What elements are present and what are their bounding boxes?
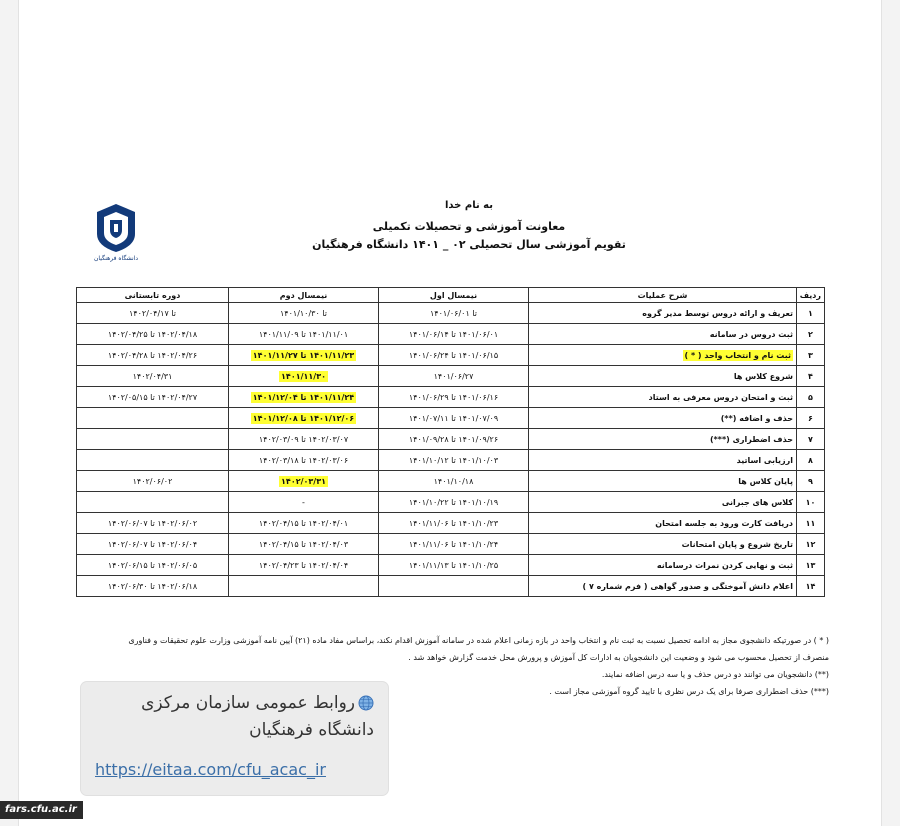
- sem2-date: [229, 387, 379, 408]
- sem2-date: ۱۴۰۲/۰۴/۰۳ تا ۱۴۰۲/۰۴/۱۵: [229, 534, 379, 555]
- table-header-row: [77, 288, 825, 303]
- summer-date: ۱۴۰۲/۰۶/۱۸ تا ۱۴۰۲/۰۶/۳۰: [77, 576, 229, 597]
- footnote-3: (***) حذف اضطراری صرفا برای یک درس نظری با تایید گروه آموزشی مجاز است .: [549, 687, 829, 696]
- row-number: ۳: [797, 345, 825, 366]
- summer-date: تا ۱۴۰۲/۰۴/۱۷: [77, 303, 229, 324]
- row-description: شروع کلاس ها: [529, 366, 797, 387]
- footnote-1: ( * ) در صورتیکه دانشجوی مجاز به ادامه تحصیل نسبت به ثبت نام و انتخاب واحد در بازه زمانی اعلام شده در سامانه آموزش اقدام نکند، براساس مفاد ماده (۲۱) آیین نامه آموزشی وزارت علوم تحقیقات و فناوری: [128, 636, 829, 645]
- table-row: [77, 576, 825, 597]
- table-row: [77, 534, 825, 555]
- sem2-date: [229, 471, 379, 492]
- row-number: ۱: [797, 303, 825, 324]
- row-description: حذف اضطراری (***): [529, 429, 797, 450]
- eitaa-channel-link[interactable]: https://eitaa.com/cfu_acac_ir: [95, 760, 326, 779]
- sem1-date: ۱۴۰۱/۱۰/۲۳ تا ۱۴۰۱/۱۱/۰۶: [379, 513, 529, 534]
- summer-date: [77, 492, 229, 513]
- sem2-date: ۱۴۰۲/۰۳/۰۷ تا ۱۴۰۲/۰۳/۰۹: [229, 429, 379, 450]
- table-row: [77, 450, 825, 471]
- summer-date: ۱۴۰۲/۰۴/۲۶ تا ۱۴۰۲/۰۴/۲۸: [77, 345, 229, 366]
- sem2-date: ۱۴۰۱/۱۱/۰۱ تا ۱۴۰۱/۱۱/۰۹: [229, 324, 379, 345]
- globe-icon: [358, 695, 374, 711]
- table-row: [77, 387, 825, 408]
- row-description: ثبت دروس در سامانه: [529, 324, 797, 345]
- table-row: [77, 324, 825, 345]
- row-number: ۱۱: [797, 513, 825, 534]
- sem2-date: [229, 345, 379, 366]
- summer-date: [77, 429, 229, 450]
- sem2-date: [229, 366, 379, 387]
- row-description: اعلام دانش آموختگی و صدور گواهی ( فرم شماره ۷ ): [529, 576, 797, 597]
- row-description: تعریف و ارائه دروس توسط مدیر گروه: [529, 303, 797, 324]
- summer-date: [77, 450, 229, 471]
- sem2-date: ۱۴۰۲/۰۳/۰۶ تا ۱۴۰۲/۰۳/۱۸: [229, 450, 379, 471]
- logo-caption: دانشگاه فرهنگیان: [93, 255, 139, 262]
- sem1-date: [379, 576, 529, 597]
- row-description: پایان کلاس ها: [529, 471, 797, 492]
- table-row: [77, 471, 825, 492]
- row-number: ۲: [797, 324, 825, 345]
- table-row: [77, 345, 825, 366]
- sem2-date: ۱۴۰۲/۰۴/۰۱ تا ۱۴۰۲/۰۴/۱۵: [229, 513, 379, 534]
- row-description: تاریخ شروع و پایان امتحانات: [529, 534, 797, 555]
- table-row: [77, 492, 825, 513]
- summer-date: ۱۴۰۲/۰۶/۰۲: [77, 471, 229, 492]
- department-title: معاونت آموزشی و تحصیلات تکمیلی: [372, 220, 566, 233]
- sem1-date: ۱۴۰۱/۱۰/۲۵ تا ۱۴۰۱/۱۱/۱۳: [379, 555, 529, 576]
- row-number: ۹: [797, 471, 825, 492]
- summer-date: ۱۴۰۲/۰۴/۳۱: [77, 366, 229, 387]
- summer-date: ۱۴۰۲/۰۴/۲۷ تا ۱۴۰۲/۰۵/۱۵: [77, 387, 229, 408]
- highlighted-date: ۱۴۰۱/۱۲/۰۶ تا ۱۴۰۱/۱۲/۰۸: [252, 413, 355, 423]
- row-description: دریافت کارت ورود به جلسه امتحان: [529, 513, 797, 534]
- highlighted-date: ۱۴۰۱/۱۱/۲۴ تا ۱۴۰۱/۱۲/۰۴: [252, 392, 355, 402]
- message-text: روابط عمومی سازمان مرکزی دانشگاه فرهنگیان: [141, 693, 374, 740]
- site-watermark: fars.cfu.ac.ir: [0, 801, 83, 819]
- row-number: ۷: [797, 429, 825, 450]
- row-description: ثبت و امتحان دروس معرفی به استاد: [529, 387, 797, 408]
- footnote-2: (**) دانشجویان می توانند دو درس حذف و یا سه درس اضافه نمایند.: [601, 670, 829, 679]
- academic-calendar-table: [76, 287, 825, 597]
- table-row: [77, 555, 825, 576]
- summer-date: ۱۴۰۲/۰۶/۰۴ تا ۱۴۰۲/۰۶/۰۷: [77, 534, 229, 555]
- row-number: ۱۲: [797, 534, 825, 555]
- sem1-date: ۱۴۰۱/۰۶/۱۶ تا ۱۴۰۱/۰۶/۲۹: [379, 387, 529, 408]
- header-summer: دوره تابستانی: [77, 288, 229, 303]
- row-number: ۸: [797, 450, 825, 471]
- sem1-date: ۱۴۰۱/۱۰/۰۳ تا ۱۴۰۱/۱۰/۱۲: [379, 450, 529, 471]
- row-description: ثبت و نهایی کردن نمرات درسامانه: [529, 555, 797, 576]
- summer-date: ۱۴۰۲/۰۴/۱۸ تا ۱۴۰۲/۰۴/۲۵: [77, 324, 229, 345]
- row-number: ۱۴: [797, 576, 825, 597]
- bismillah-line: به نام خدا: [444, 200, 494, 211]
- header-sem1: نیمسال اول: [379, 288, 529, 303]
- row-description: کلاس های جبرانی: [529, 492, 797, 513]
- table-row: [77, 408, 825, 429]
- row-description: ارزیابی اساتید: [529, 450, 797, 471]
- sem1-date: ۱۴۰۱/۱۰/۱۸: [379, 471, 529, 492]
- row-number: ۵: [797, 387, 825, 408]
- table-row: [77, 513, 825, 534]
- summer-date: [77, 408, 229, 429]
- row-number: ۱۰: [797, 492, 825, 513]
- sem2-date: [229, 408, 379, 429]
- row-description: حذف و اضافه (**): [529, 408, 797, 429]
- highlighted-text: ثبت نام و انتخاب واحد ( * ): [684, 350, 791, 360]
- university-logo-icon: [85, 200, 147, 262]
- sem1-date: ۱۴۰۱/۰۶/۰۱ تا ۱۴۰۱/۰۶/۱۴: [379, 324, 529, 345]
- footnote-1-cont: منصرف از تحصیل محسوب می شود و وضعیت این دانشجویان به ادارات کل آموزش و پرورش محل خدمت گزارش خواهد شد .: [408, 653, 829, 662]
- sem1-date: ۱۴۰۱/۱۰/۱۹ تا ۱۴۰۱/۱۰/۲۲: [379, 492, 529, 513]
- sem1-date: ۱۴۰۱/۰۶/۲۷: [379, 366, 529, 387]
- table-row: [77, 303, 825, 324]
- sem2-date: -: [229, 492, 379, 513]
- row-number: ۴: [797, 366, 825, 387]
- sem1-date: ۱۴۰۱/۰۷/۰۹ تا ۱۴۰۱/۰۷/۱۱: [379, 408, 529, 429]
- calendar-title: تقویم آموزشی سال تحصیلی ۰۲ _ ۱۴۰۱ دانشگاه فرهنگیان: [312, 238, 626, 251]
- row-description: [529, 345, 797, 366]
- message-text-block: [84, 690, 374, 744]
- sem2-date: تا ۱۴۰۱/۱۰/۳۰: [229, 303, 379, 324]
- sem1-date: ۱۴۰۱/۱۰/۲۴ تا ۱۴۰۱/۱۱/۰۶: [379, 534, 529, 555]
- highlighted-date: ۱۴۰۱/۱۱/۲۳ تا ۱۴۰۱/۱۱/۲۷: [252, 350, 355, 360]
- summer-date: ۱۴۰۲/۰۶/۰۵ تا ۱۴۰۲/۰۶/۱۵: [77, 555, 229, 576]
- header-desc: شرح عملیات: [529, 288, 797, 303]
- row-number: ۱۳: [797, 555, 825, 576]
- sem1-date: تا ۱۴۰۱/۰۶/۰۱: [379, 303, 529, 324]
- header-sem2: نیمسال دوم: [229, 288, 379, 303]
- highlighted-date: ۱۴۰۱/۱۱/۳۰: [281, 371, 326, 381]
- summer-date: ۱۴۰۲/۰۶/۰۲ تا ۱۴۰۲/۰۶/۰۷: [77, 513, 229, 534]
- sem2-date: ۱۴۰۲/۰۴/۰۴ تا ۱۴۰۲/۰۴/۲۳: [229, 555, 379, 576]
- message-card: [81, 682, 388, 795]
- row-number: ۶: [797, 408, 825, 429]
- header-radif: ردیف: [797, 288, 825, 303]
- sem2-date: [229, 576, 379, 597]
- sem1-date: ۱۴۰۱/۰۶/۱۵ تا ۱۴۰۱/۰۶/۲۴: [379, 345, 529, 366]
- highlighted-date: ۱۴۰۲/۰۳/۳۱: [281, 476, 326, 486]
- table-row: [77, 366, 825, 387]
- sem1-date: ۱۴۰۱/۰۹/۲۶ تا ۱۴۰۱/۰۹/۲۸: [379, 429, 529, 450]
- table-row: [77, 429, 825, 450]
